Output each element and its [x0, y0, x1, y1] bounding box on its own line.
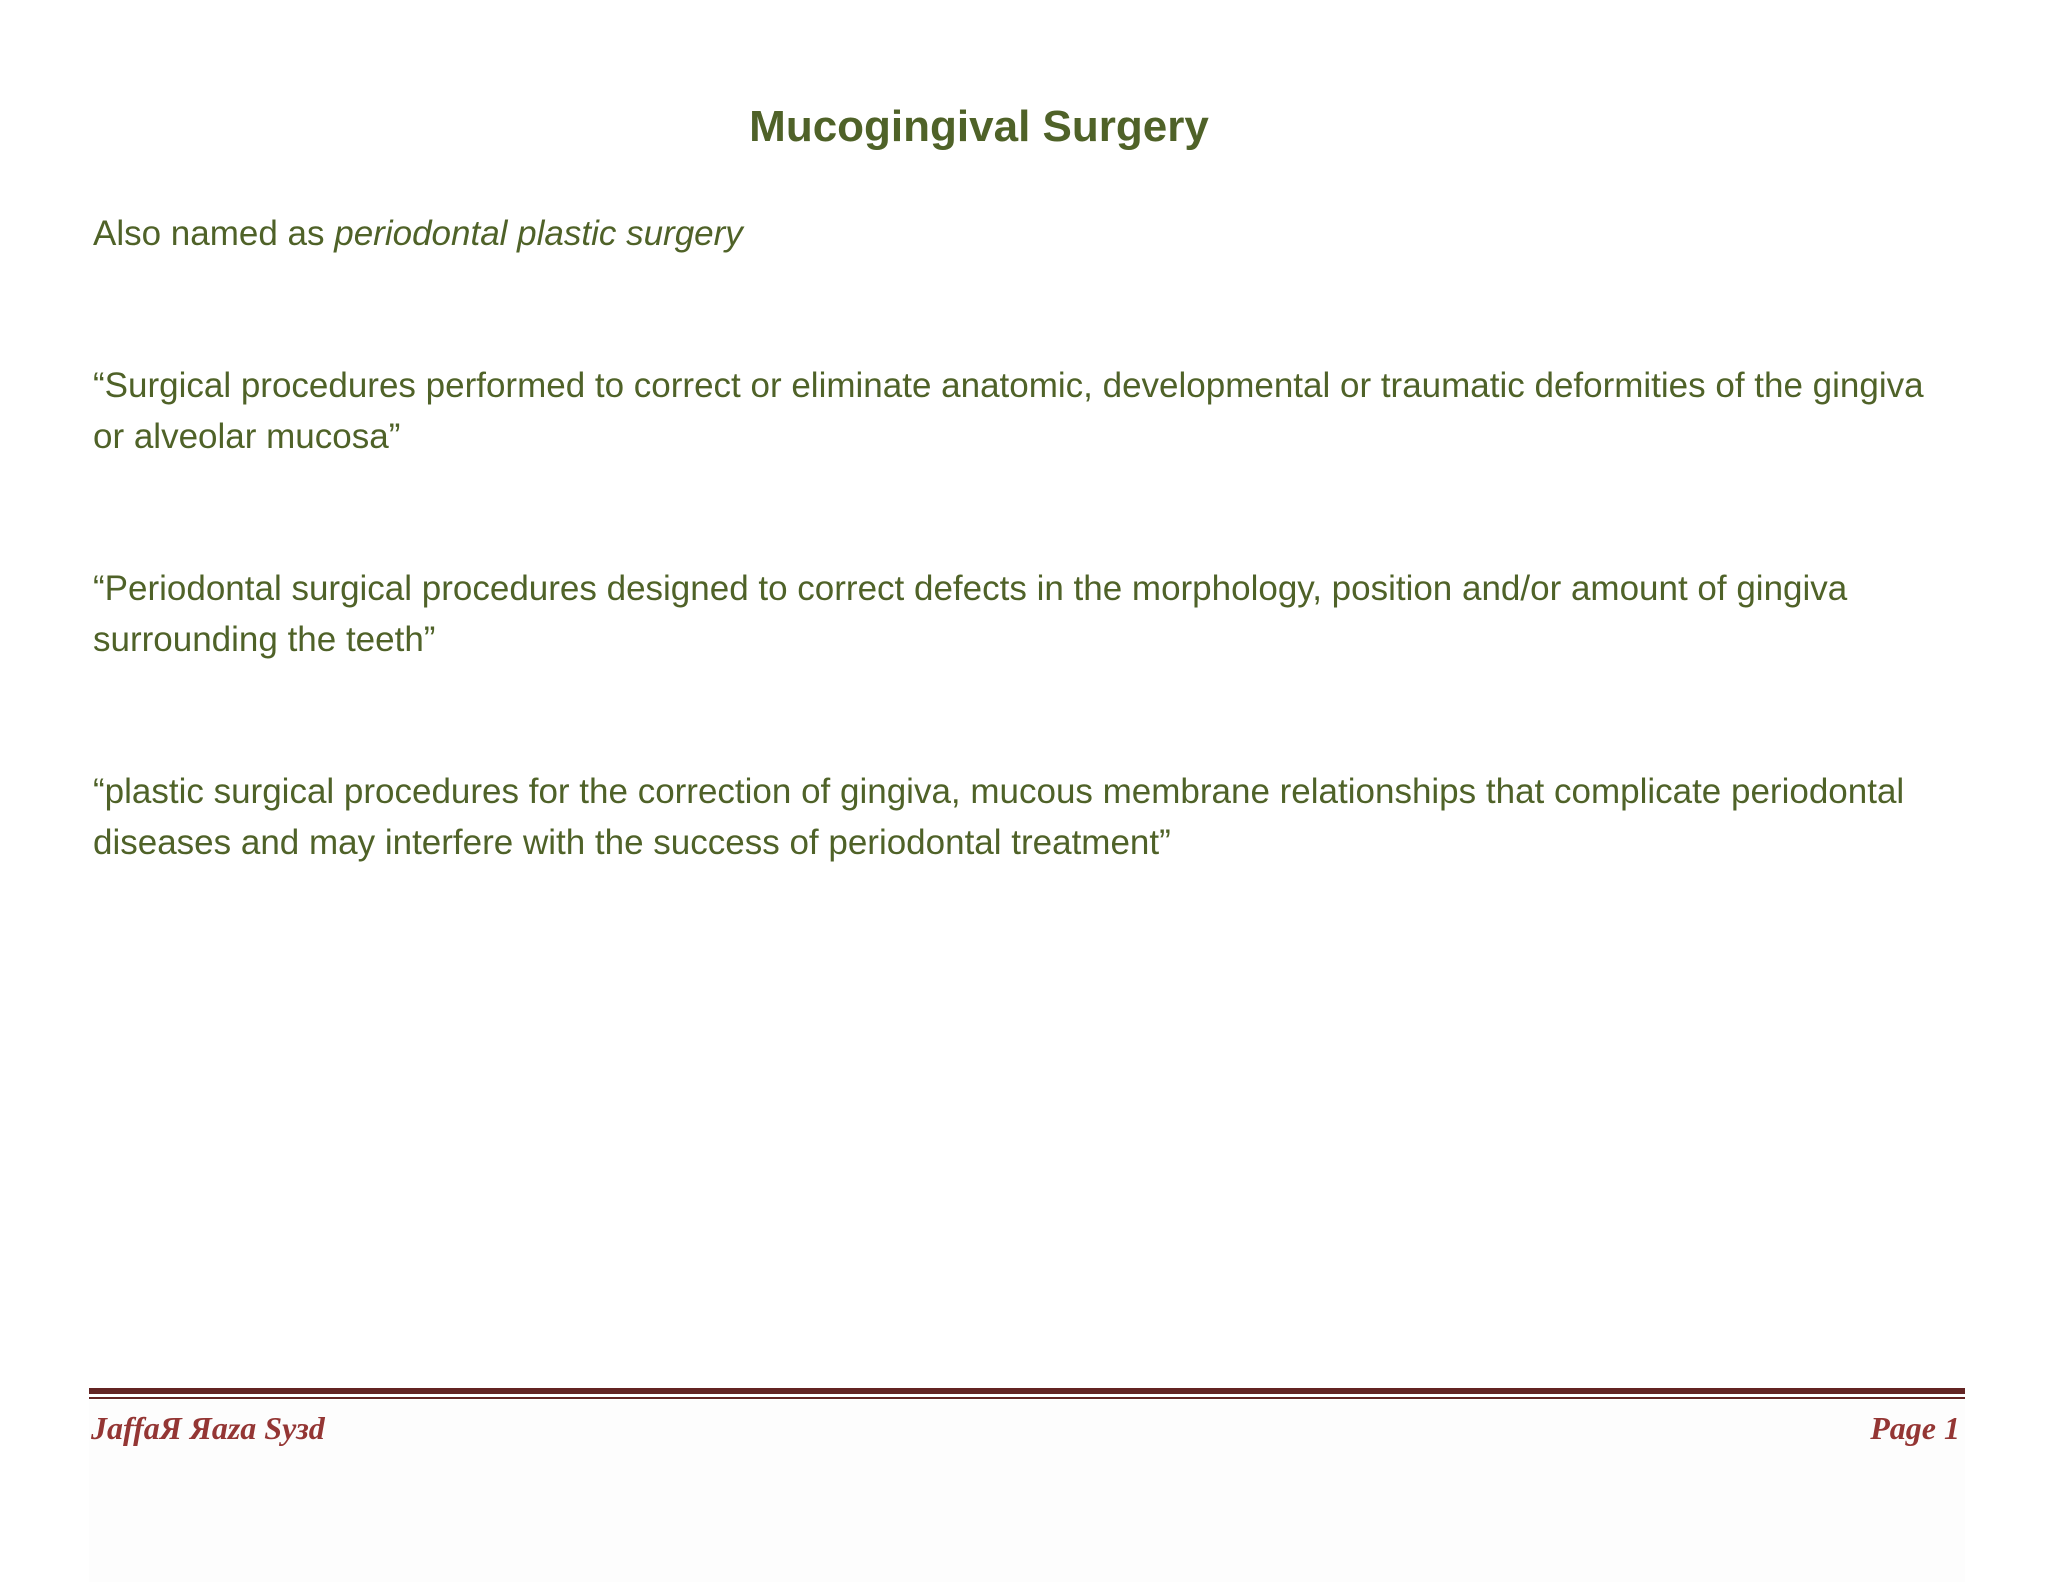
- definition-paragraph: “Surgical procedures performed to correct or eliminate anatomic, developmental or traumatic deformities of the gingiva or alveolar mucosa”: [93, 366, 1924, 456]
- intro-emphasis: periodontal plastic surgery: [334, 214, 743, 253]
- footer-band: [89, 1400, 1965, 1582]
- intro-prefix: Also named as: [93, 214, 335, 253]
- definition-paragraph: “plastic surgical procedures for the correction of gingiva, mucous membrane relationships that complicate periodontal diseases and may interfere with the success of periodontal treatment”: [93, 772, 1905, 862]
- definition-paragraph: “Periodontal surgical procedures designed to correct defects in the morphology, position and/or amount of gingiva surrounding the teeth”: [93, 569, 1848, 659]
- footer-author: JaffaЯ Яaza Syзd: [91, 1410, 325, 1446]
- intro-paragraph: [93, 208, 1963, 259]
- footer-divider-thick: [89, 1388, 1965, 1394]
- page-title: Mucogingival Surgery: [749, 102, 1209, 151]
- footer-divider-thin: [89, 1397, 1965, 1399]
- footer-page-number: Page 1: [1870, 1410, 1960, 1446]
